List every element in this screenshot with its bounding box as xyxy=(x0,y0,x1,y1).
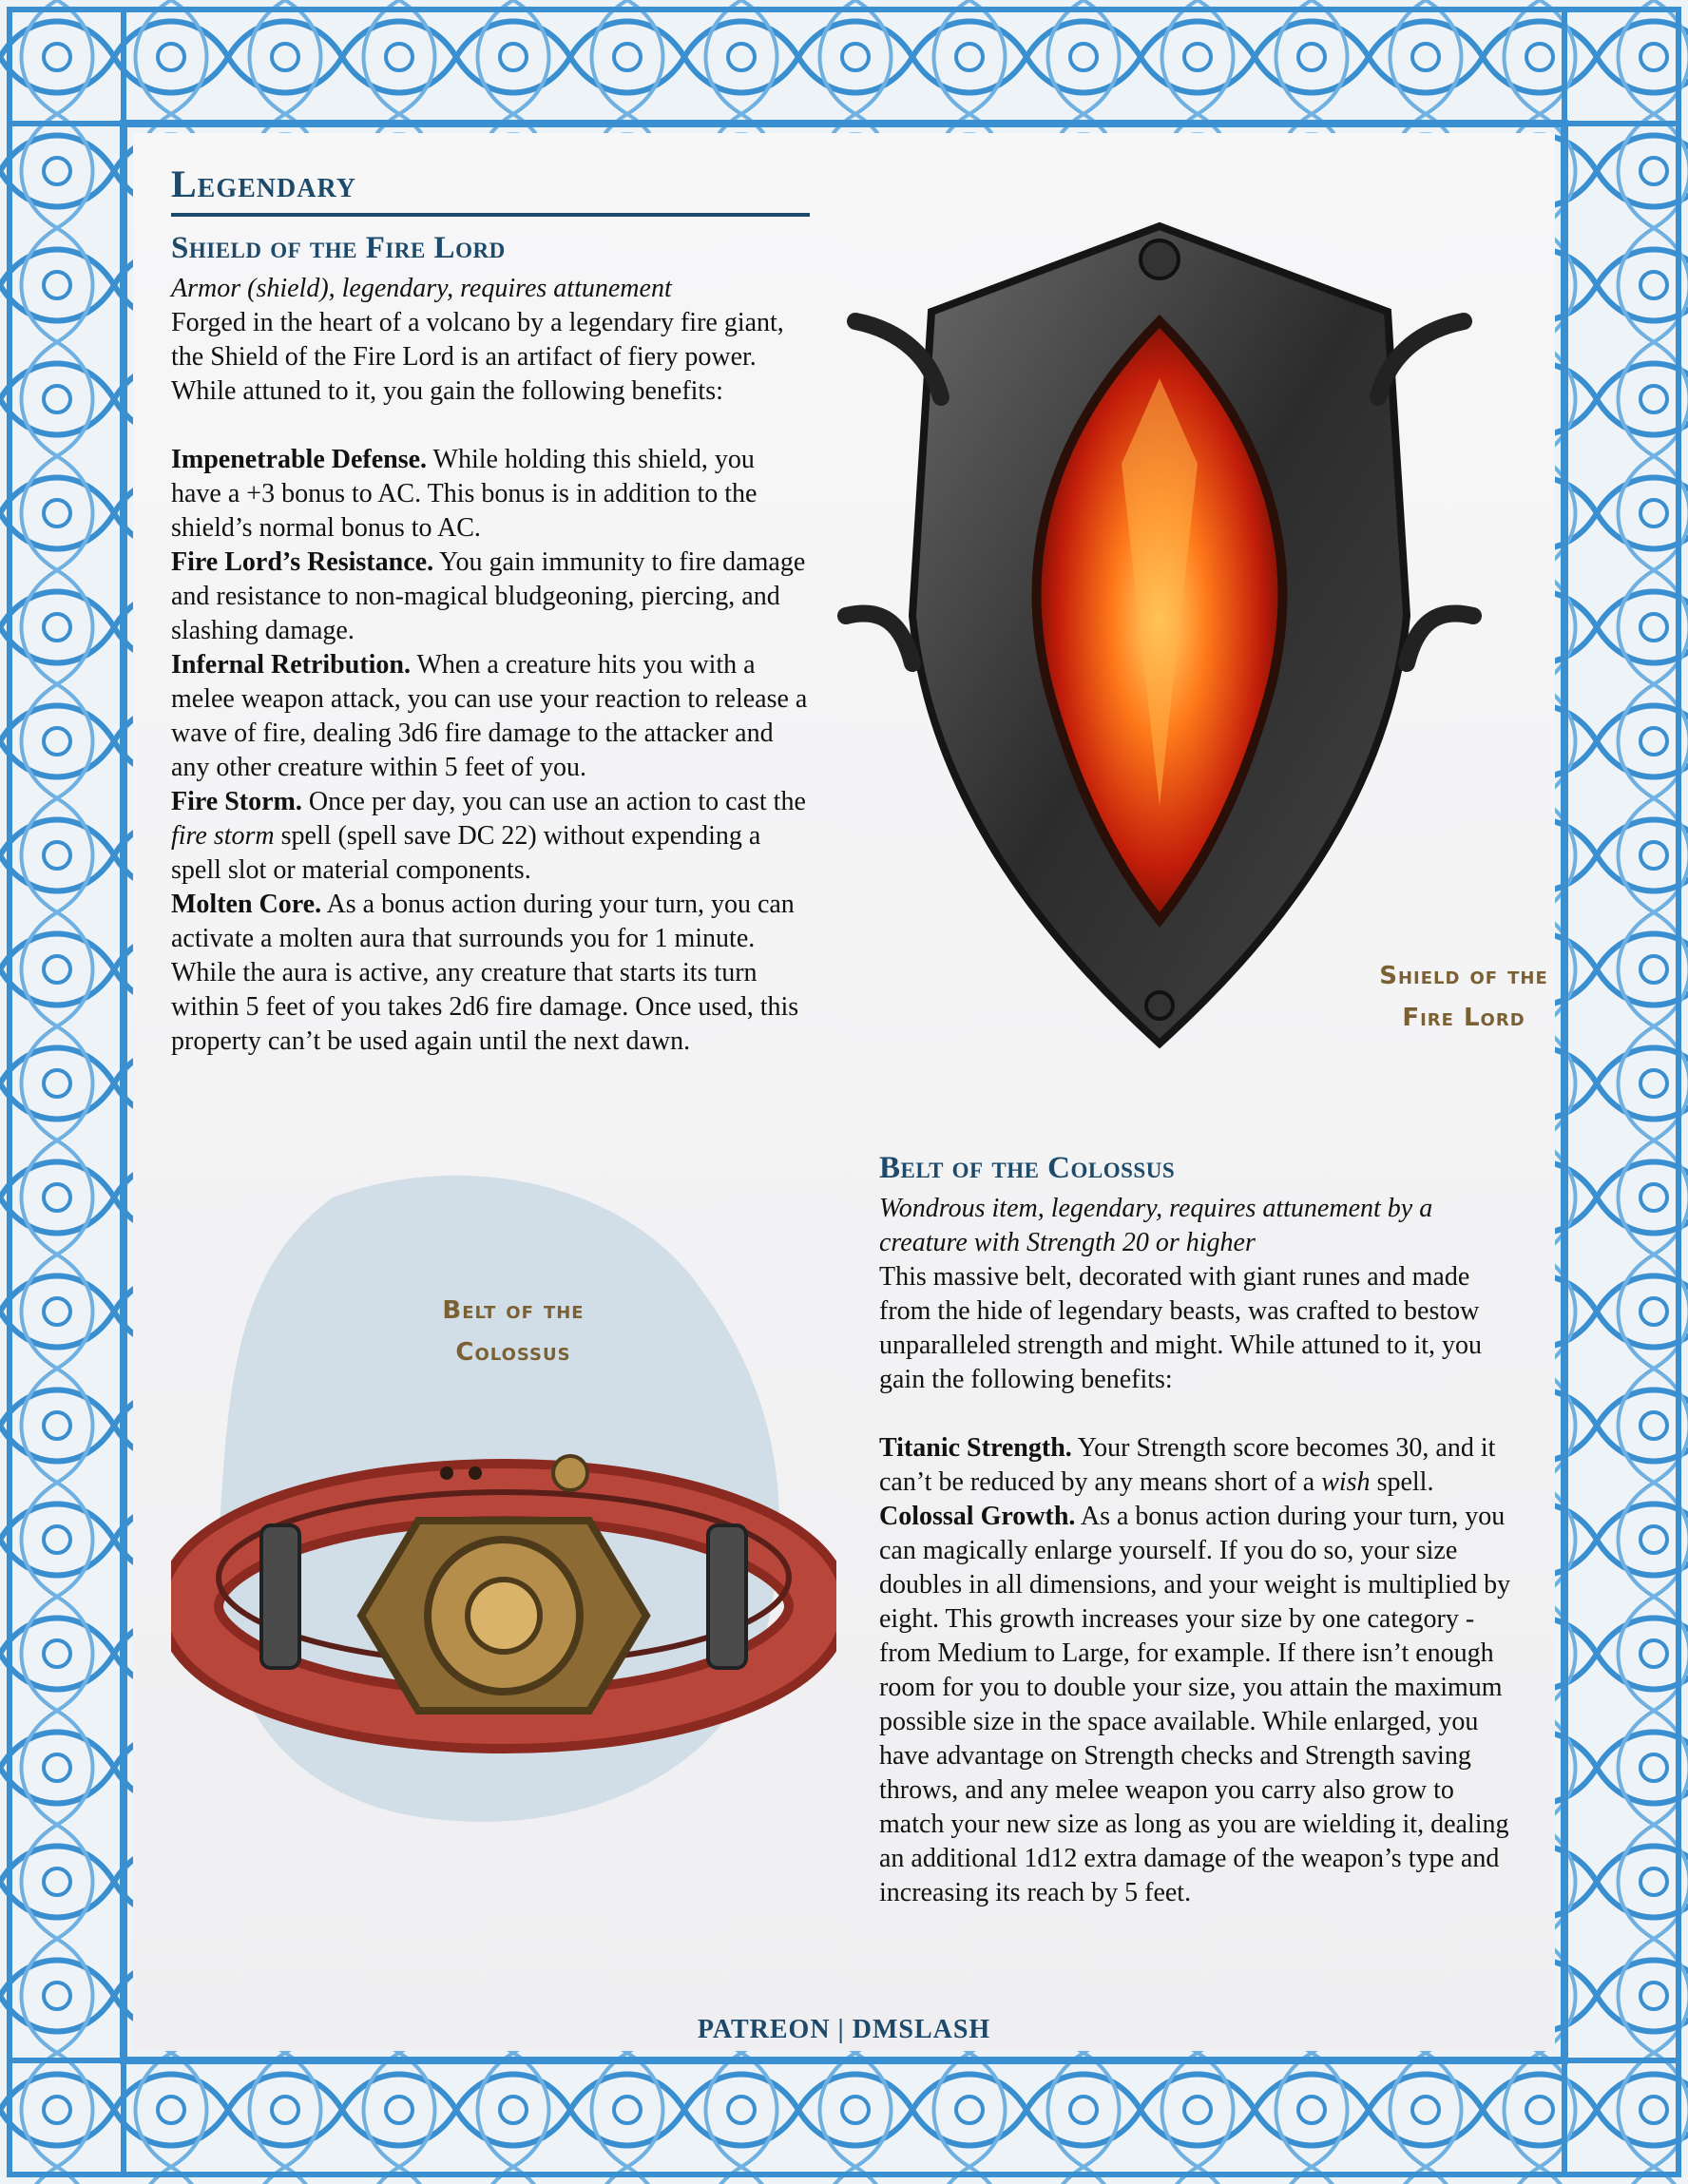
belt-section xyxy=(879,1150,1518,1910)
shield-title: Shield of the Fire Lord xyxy=(171,231,506,265)
shield-intro: Forged in the heart of a volcano by a legendary fire giant, the Shield of the Fire Lord is an artifact of fiery power. While attuned to it, you gain the following benefits: xyxy=(171,307,784,406)
belt-title: Belt of the Colossus xyxy=(879,1151,1176,1185)
feature-molten-core: Molten Core. As a bonus action during your turn, you can activate a molten aura that surrounds you for 1 minute. While the aura is active, any creature that starts its turn within 5 feet of you takes 2d6 fire damage. Once used, this property can’t be used again until the next dawn. xyxy=(171,889,799,1056)
belt-caption: Belt of the Colossus xyxy=(442,1296,585,1367)
shield-caption: Shield of the Fire Lord xyxy=(1379,962,1548,1032)
feature-fire-storm: Fire Storm. Once per day, you can use an action to cast the fire storm spell (spell save DC 22) without expending a spell slot or material components. xyxy=(171,786,806,885)
section-title-rule xyxy=(171,213,810,217)
belt-intro: This massive belt, decorated with giant runes and made from the hide of legendary beasts, was crafted to bestow unparalleled strength and might. While attuned to it, you gain the following benefits: xyxy=(879,1261,1483,1394)
shield-illustration xyxy=(817,217,1502,1053)
feature-colossal-growth: Colossal Growth. As a bonus action during your turn, you can magically enlarge yourself. If you do so, your size doubles in all dimensions, and your weight is multiplied by eight. This growth increases your size by one category - from Medium to Large, for example. If there isn’t enough room for you to double your size, you attain the maximum possible size in the space available. While enlarged, you have advantage on Strength checks and Strength saving throws, and any melee weapon you carry also grow to match your new size as long as you are wielding it, dealing an additional 1d12 extra damage of the weapon’s type and increasing its reach by 5 feet. xyxy=(879,1501,1511,1907)
belt-illustration xyxy=(171,1159,836,1844)
shield-subtitle: Armor (shield), legendary, requires attunement xyxy=(171,273,672,303)
feature-infernal-retribution: Infernal Retribution. When a creature hits you with a melee weapon attack, you can use your reaction to release a wave of fire, dealing 3d6 fire damage to the attacker and any other creature within 5 feet of you. xyxy=(171,649,808,782)
footer-credit: PATREON | DMSLASH xyxy=(697,2015,991,2044)
belt-subtitle: Wondrous item, legendary, requires attunement by a creature with Strength 20 or higher xyxy=(879,1193,1433,1257)
feature-impenetrable-defense: Impenetrable Defense. While holding this shield, you have a +3 bonus to AC. This bonus is in addition to the shield’s normal bonus to AC. xyxy=(171,444,758,543)
feature-titanic-strength: Titanic Strength. Your Strength score becomes 30, and it can’t be reduced by any means short of a wish spell. xyxy=(879,1432,1496,1497)
shield-section xyxy=(171,163,810,1059)
feature-fire-lords-resistance: Fire Lord’s Resistance. You gain immunity to fire damage and resistance to non-magical bludgeoning, piercing, and slashing damage. xyxy=(171,546,806,645)
section-title: Legendary xyxy=(171,163,356,205)
